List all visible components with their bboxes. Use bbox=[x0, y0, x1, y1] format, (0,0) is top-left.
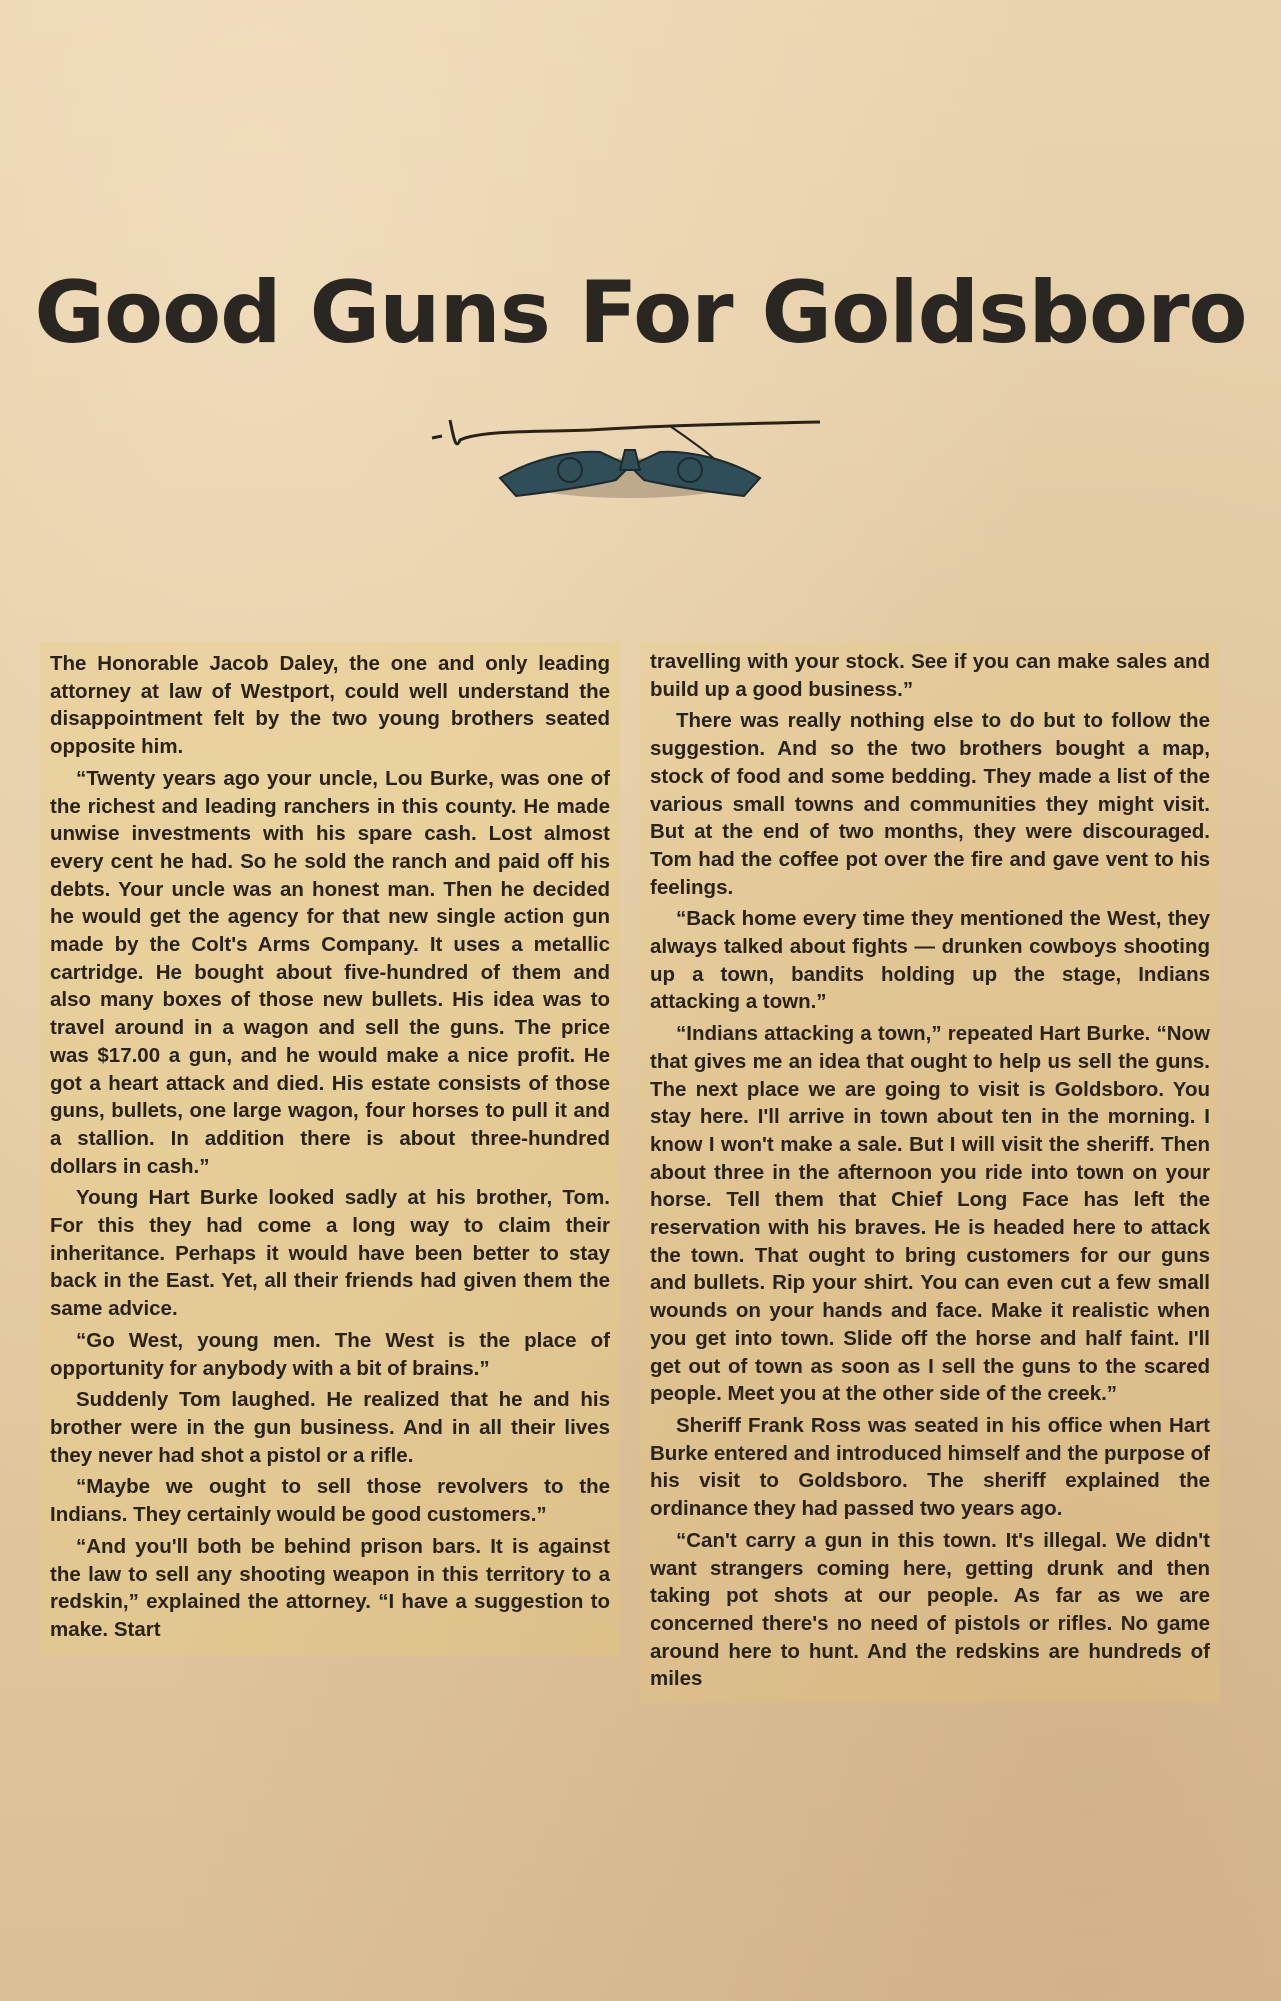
crossed-revolvers-icon bbox=[420, 400, 840, 510]
paragraph: “And you'll both be behind prison bars. It is against the law to sell any shooting weapon in this territory to a redskin,” explained the attorney. “I have a suggestion to make. Start bbox=[50, 1534, 610, 1641]
text-column-left bbox=[40, 642, 620, 1656]
paragraph: travelling with your stock. See if you can make sales and build up a good business.” bbox=[650, 650, 1210, 701]
paragraph: “Back home every time they mentioned the West, they always talked about fights — drunken cowboys shooting up a town, bandits holding up the stage, Indians attacking a town.” bbox=[650, 907, 1210, 1014]
paragraph: Sheriff Frank Ross was seated in his office when Hart Burke entered and introduced himself and the purpose of his visit to Goldsboro. The sheriff explained the ordinance they had passed two years ago. bbox=[650, 1413, 1210, 1521]
paragraph: “Maybe we ought to sell those revolvers to the Indians. They certainly would be good customers.” bbox=[50, 1475, 610, 1527]
paragraph: Young Hart Burke looked sadly at his brother, Tom. For this they had come a long way to claim their inheritance. Perhaps it would have been better to stay back in the East. Yet, all their friends had given them the same advice. bbox=[50, 1186, 610, 1321]
paragraph: “Twenty years ago your uncle, Lou Burke, was one of the richest and leading ranchers in this county. He made unwise investments with his spare cash. Lost almost every cent he had. So he sold the ranch and paid off his debts. Your uncle was an honest man. Then he decided he would get the agency for that new single action gun made by the Colt's Arms Company. It uses a metallic cartridge. He bought about five-hundred of them and also many boxes of those new bullets. His idea was to travel around in a wagon and sell the guns. The price was $17.00 a gun, and he would make a nice profit. He got a heart attack and died. His estate consists of those guns, bullets, one large wagon, four horses to pull it and a stallion. In addition there is about three-hundred dollars in cash.” bbox=[50, 766, 610, 1178]
paragraph: “Can't carry a gun in this town. It's illegal. We didn't want strangers coming here, getting drunk and then taking pot shots at our people. As far as we are concerned there's no need of pistols or rifles. No game around here to hunt. And the redskins are hundreds of miles bbox=[650, 1528, 1210, 1691]
paragraph: “Go West, young men. The West is the place of opportunity for anybody with a bit of brains.” bbox=[50, 1328, 610, 1380]
text-column-right bbox=[640, 642, 1220, 1703]
paragraph: There was really nothing else to do but to follow the suggestion. And so the two brothers bought a map, stock of food and some bedding. They made a list of the various small towns and communities they might visit. But at the end of two months, they were discouraged. Tom had the coffee pot over the fire and gave vent to his feelings. bbox=[650, 709, 1210, 899]
paragraph: “Indians attacking a town,” repeated Hart Burke. “Now that gives me an idea that ought to help us sell the guns. The next place we are going to visit is Goldsboro. You stay here. I'll arrive in town about ten in the morning. I know I won't make a sale. But I will visit the sheriff. Then about three in the afternoon you ride into town on your horse. Tell them that Chief Long Face has left the reservation with his braves. He is headed here to attack the town. That ought to bring customers for our guns and bullets. Rip your shirt. You can even cut a few small wounds on your hands and face. Make it realistic when you get into town. Slide off the horse and half faint. I'll get out of town as soon as I sell the guns to the scared people. Meet you at the other side of the creek.” bbox=[650, 1022, 1210, 1406]
paragraph: Suddenly Tom laughed. He realized that he and his brother were in the gun business. And in all their lives they never had shot a pistol or a rifle. bbox=[50, 1388, 610, 1467]
paragraph: The Honorable Jacob Daley, the one and only leading attorney at law of Westport, could well understand the disappointment felt by the two young brothers seated opposite him. bbox=[50, 652, 610, 759]
story-title: Good Guns For Goldsboro bbox=[34, 262, 1247, 363]
